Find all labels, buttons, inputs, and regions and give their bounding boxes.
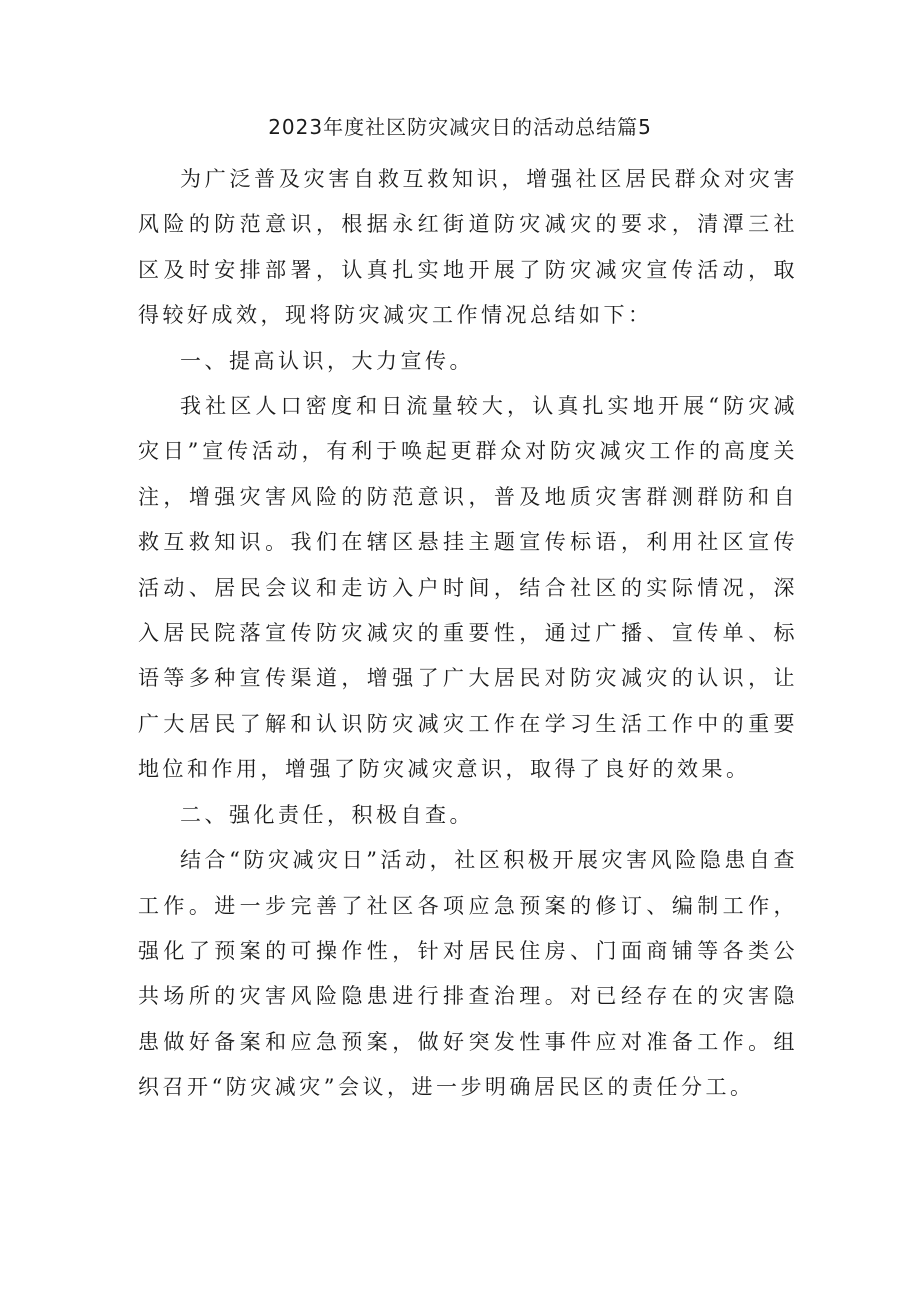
document-body — [138, 157, 798, 1111]
paragraph-section-1: 我社区人口密度和日流量较大，认真扎实地开展“防灾减灾日”宣传活动，有利于唤起更群众对防灾减灾工作的高度关注，增强灾害风险的防范意识，普及地质灾害群测群防和自救互救知识。我们在辖区悬挂主题宣传标语，利用社区宣传活动、居民会议和走访入户时间，结合社区的实际情况，深入居民院落宣传防灾减灾的重要性，通过广播、宣传单、标语等多种宣传渠道，增强了广大居民对防灾减灾的认识，让广大居民了解和认识防灾减灾工作在学习生活工作中的重要地位和作用，增强了防灾减灾意识，取得了良好的效果。 — [138, 394, 798, 782]
section-heading-2: 二、强化责任，积极自查。 — [180, 802, 474, 827]
paragraph-intro: 为广泛普及灾害自救互救知识，增强社区居民群众对灾害风险的防范意识，根据永红街道防灾减灾的要求，清潭三社区及时安排部署，认真扎实地开展了防灾减灾宣传活动，取得较好成效，现将防灾减灾工作情况总结如下： — [138, 167, 798, 328]
section-heading-1: 一、提高认识，大力宣传。 — [180, 348, 474, 373]
document-title: 2023年度社区防灾减灾日的活动总结篇5 — [268, 115, 652, 139]
paragraph-section-2: 结合“防灾减灾日”活动，社区积极开展灾害风险隐患自查工作。进一步完善了社区各项应急预案的修订、编制工作，强化了预案的可操作性，针对居民住房、门面商铺等各类公共场所的灾害风险隐患进行排查治理。对已经存在的灾害隐患做好备案和应急预案，做好突发性事件应对准备工作。组织召开“防灾减灾”会议，进一步明确居民区的责任分工。 — [138, 848, 798, 1100]
